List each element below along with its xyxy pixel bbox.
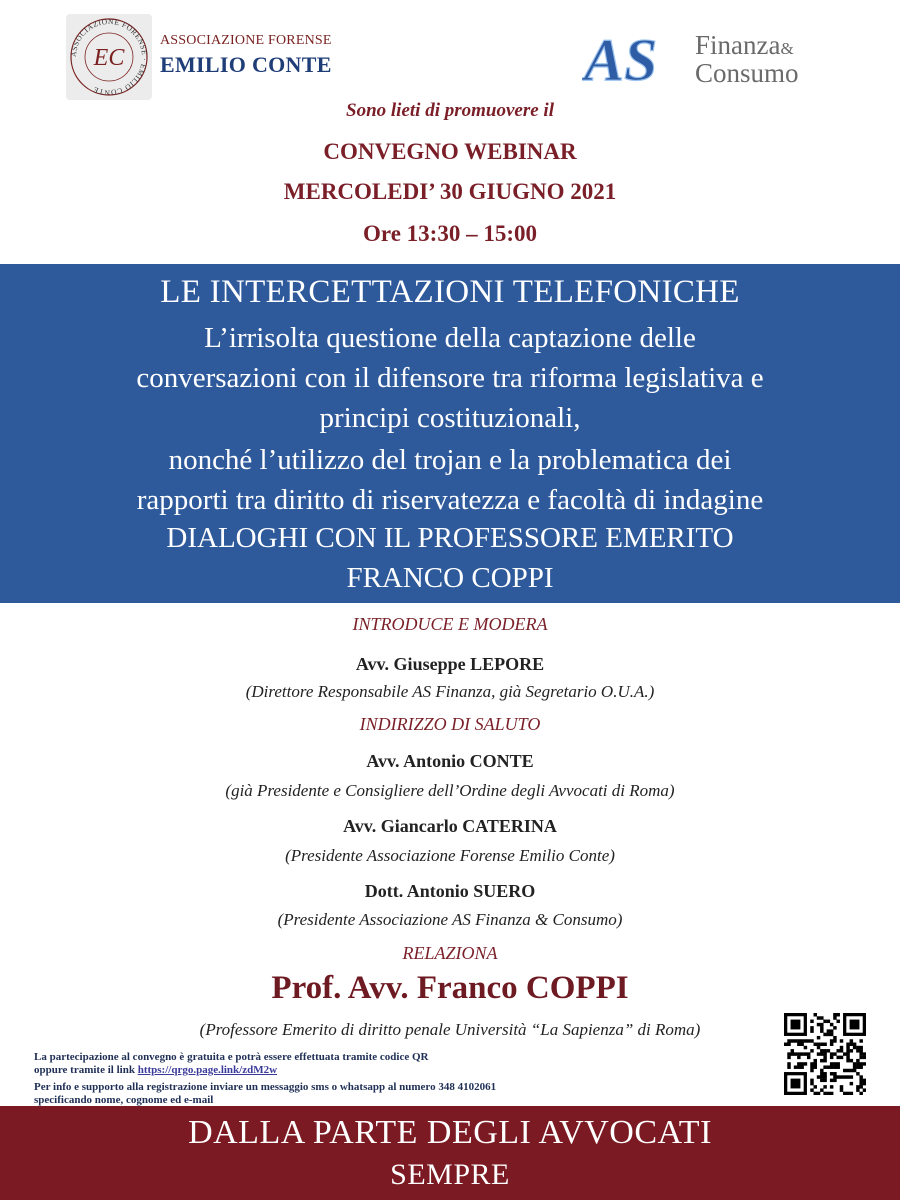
- finanza-text: Finanza: [695, 30, 781, 60]
- subtitle-line-4: nonché l’utilizzo del trojan e la problematica dei: [168, 444, 732, 476]
- association-name: EMILIO CONTE: [160, 52, 332, 77]
- qr-code-icon[interactable]: [784, 1013, 866, 1095]
- as-logo-letters: AS: [584, 28, 658, 88]
- subtitle-line-3: principi costituzionali,: [319, 402, 581, 434]
- finanza-word: [695, 30, 794, 61]
- title-band: [0, 264, 900, 603]
- finanza-ampersand: &: [780, 39, 794, 58]
- as-finanza-logo-icon: [582, 28, 682, 88]
- footer-slogan: DALLA PARTE DEGLI AVVOCATI: [188, 1114, 712, 1151]
- consumo-word: Consumo: [695, 58, 799, 88]
- dialoghi-line-2: FRANCO COPPI: [346, 562, 554, 594]
- role-speaker: RELAZIONA: [402, 943, 498, 963]
- event-title: LE INTERCETTAZIONI TELEFONICHE: [160, 274, 740, 310]
- speaker-desc-suero: (Presidente Associazione AS Finanza & Consumo): [277, 910, 623, 929]
- speaker-desc-lepore: (Direttore Responsabile AS Finanza, già Segretario O.U.A.): [245, 682, 655, 701]
- registration-link[interactable]: https://qrgo.page.link/zdM2w: [137, 1064, 278, 1076]
- speaker-desc-caterina: (Presidente Associazione Forense Emilio Conte): [285, 846, 615, 865]
- role-moderator: INTRODUCE E MODERA: [352, 614, 548, 634]
- main-speaker-desc: (Professore Emerito di diritto penale Università “La Sapienza” di Roma): [199, 1020, 701, 1039]
- event-hours: Ore 13:30 – 15:00: [363, 221, 537, 246]
- speaker-desc-conte: (già Presidente e Consigliere dell’Ordine degli Avvocati di Roma): [225, 781, 675, 800]
- association-seal-icon: [66, 14, 152, 100]
- speaker-name-conte: Avv. Antonio CONTE: [366, 751, 534, 771]
- footer-band: [0, 1106, 900, 1200]
- info-line-2: [34, 1064, 277, 1076]
- seal-monogram: EC: [93, 45, 125, 71]
- subtitle-line-1: L’irrisolta questione della captazione delle: [204, 322, 696, 354]
- promo-line: Sono lieti di promuovere il: [346, 100, 554, 121]
- speaker-name-caterina: Avv. Giancarlo CATERINA: [343, 816, 557, 836]
- info-line-3: Per info e supporto alla registrazione inviare un messaggio sms o whatsapp al numero 348 4102061: [34, 1081, 497, 1093]
- info-line-4: specificando nome, cognome ed e-mail: [34, 1094, 214, 1106]
- dialoghi-line-1: DIALOGHI CON IL PROFESSORE EMERITO: [166, 522, 734, 554]
- main-speaker-name: Prof. Avv. Franco COPPI: [271, 970, 629, 1006]
- event-type: CONVEGNO WEBINAR: [323, 139, 577, 164]
- subtitle-line-2: conversazioni con il difensore tra riforma legislativa e: [136, 362, 764, 394]
- footer-slogan-2: SEMPRE: [390, 1158, 510, 1191]
- event-date: MERCOLEDI’ 30 GIUGNO 2021: [283, 179, 617, 204]
- info-link-prefix: oppure tramite il link: [34, 1064, 138, 1076]
- association-seal-logo: [66, 14, 152, 100]
- seal-text: ASSOCIAZIONE FORENSE · EMILIO CONTE: [68, 16, 150, 98]
- speaker-name-lepore: Avv. Giuseppe LEPORE: [355, 654, 545, 674]
- speaker-name-suero: Dott. Antonio SUERO: [364, 881, 536, 901]
- role-greetings: INDIRIZZO DI SALUTO: [359, 714, 541, 734]
- subtitle-line-5: rapporti tra diritto di riservatezza e facoltà di indagine: [136, 484, 764, 516]
- association-subtitle: ASSOCIAZIONE FORENSE: [160, 33, 332, 48]
- info-line-1: La partecipazione al convegno è gratuita e potrà essere effettuata tramite codice QR: [34, 1051, 429, 1063]
